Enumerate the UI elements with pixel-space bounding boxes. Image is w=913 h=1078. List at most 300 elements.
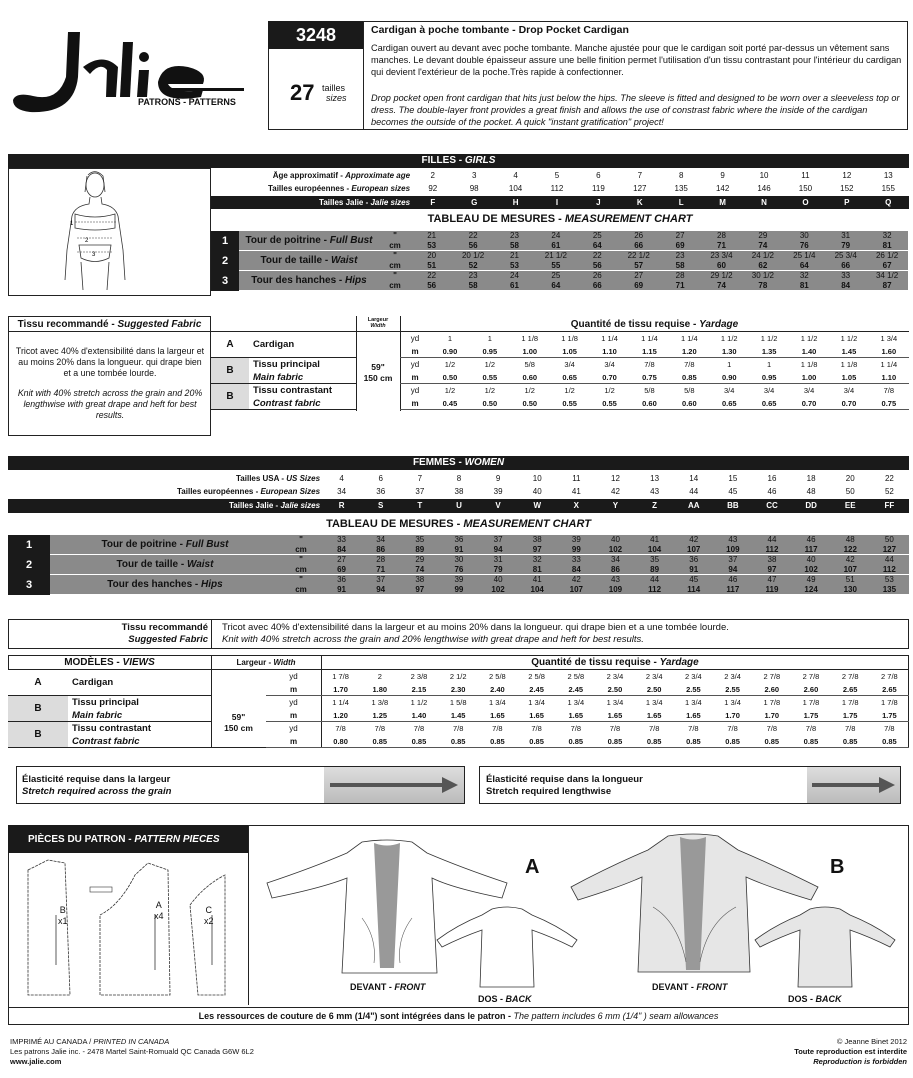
- measurement-inch-cell: 29: [758, 231, 768, 240]
- unit-inch: ": [299, 575, 303, 584]
- measurement-cm-cell: 64: [799, 261, 809, 270]
- measurement-inch-cell: 25: [551, 271, 561, 280]
- women-bar: FEMMES - WOMEN: [8, 456, 909, 470]
- yardage-yd-cell: 7/8: [883, 386, 895, 395]
- unit-yd: yd: [410, 360, 420, 369]
- yardage-yd-cell: 1 1/4: [601, 334, 618, 343]
- measurement-inch-cell: 46: [728, 575, 738, 584]
- yardage-m-cell: 2.55: [725, 685, 740, 694]
- yardage-m-cell: 0.65: [562, 373, 577, 382]
- yardage-yd-cell: 1: [447, 334, 453, 343]
- yardage-yd-cell: 1: [487, 334, 492, 343]
- view-b-back-drawing: [750, 905, 900, 990]
- measurement-inch-cell: 45: [689, 575, 699, 584]
- measurement-inch-cell: 25 1/4: [793, 251, 816, 260]
- measurement-inch-cell: 36: [337, 575, 347, 584]
- yardage-yd-cell: 1 1/4: [680, 334, 698, 343]
- yardage-m-cell: 1.75: [803, 711, 819, 720]
- view-b-front-label: DEVANT - FRONT: [652, 982, 728, 992]
- measurement-row: [8, 575, 909, 595]
- yardage-m-cell: 0.90: [442, 347, 458, 356]
- measurement-inch-cell: 43: [611, 575, 620, 584]
- arrow-right-icon: [807, 767, 900, 803]
- measurement-inch-cell: 33: [841, 271, 851, 280]
- brand-patrons: PATRONS - PATTERNS: [138, 97, 236, 107]
- pattern-number: 3248: [268, 21, 364, 49]
- measurement-inch-cell: 37: [493, 535, 503, 544]
- measurement-inch-cell: 20 1/2: [461, 251, 485, 260]
- view-name-fr: Cardigan: [72, 677, 114, 688]
- view-name: [249, 384, 356, 410]
- yardage-m-cell: 0.95: [482, 347, 498, 356]
- measurement-inch-cell: 26: [634, 231, 644, 240]
- yardage-m-cell: 1.65: [490, 711, 505, 720]
- view-name-en: Contrast fabric: [253, 398, 321, 409]
- measurement-inch-cell: 37: [376, 575, 386, 584]
- measurement-cm-cell: 86: [376, 545, 386, 554]
- view-name: [249, 358, 356, 384]
- measurement-cm-cell: 107: [687, 545, 701, 554]
- stretch-grain-fr: Élasticité requise dans la largeur: [22, 774, 171, 785]
- measurement-cm-cell: 102: [491, 585, 505, 594]
- yardage-yd-cell: 1 1/8: [561, 334, 578, 343]
- description-en: Drop pocket open front cardigan that hits just below the hips. The sleeve is fitted and designed to be worn over a sleeveless top or dress. The double-layer front provides a great finish and allows the use of constrast fabric where the inside of the cardigan becomes the outside of the pocket. A quick "instant gratification" project!: [371, 93, 900, 127]
- yardage-yd-cell: 7/8: [766, 724, 777, 733]
- yardage-yd-cell: 1 3/4: [645, 698, 663, 707]
- measurement-cm-cell: 91: [689, 565, 699, 574]
- piece-a-label: A x4: [154, 900, 164, 921]
- yardage-yd-cell: 2 7/8: [763, 672, 781, 681]
- yardage-yd-cell: 7/8: [805, 724, 817, 733]
- yardage-m-cell: 1.65: [568, 711, 584, 720]
- measurement-cm-cell: 112: [765, 545, 779, 554]
- yardage-yd-cell: 1/2: [444, 386, 456, 395]
- yardage-yd-cell: 3/4: [763, 386, 775, 395]
- measurement-cm-cell: 89: [415, 545, 425, 554]
- yardage-m-cell: 1.65: [646, 711, 662, 720]
- measurement-label: [50, 555, 280, 575]
- measurement-cm-cell: 64: [592, 241, 602, 250]
- yardage-yd-cell: 2 1/2: [449, 672, 467, 681]
- measurement-cm-cell: 76: [799, 241, 809, 250]
- yardage-m-cell: 0.50: [442, 373, 458, 382]
- yardage-m-cell: 0.50: [522, 399, 538, 408]
- measurement-label-fr: Tour de poitrine -: [101, 539, 186, 550]
- stretch-grain-en: Stretch required across the grain: [22, 786, 172, 797]
- girls-fabric-text-en: Knit with 40% stretch across the grain and 20% lengthwise with great drape and heft for best results.: [17, 388, 203, 420]
- measurement-cm-cell: 79: [841, 241, 851, 250]
- yardage-m-cell: 1.10: [881, 373, 897, 382]
- girls-bar-fr: FILLES -: [421, 155, 465, 166]
- measurement-cm-cell: 104: [530, 585, 544, 594]
- measurement-inch-cell: 39: [571, 535, 581, 544]
- measurement-cm-cell: 87: [882, 281, 892, 290]
- view-name: [68, 696, 211, 722]
- unit-m: m: [411, 399, 419, 408]
- yardage-yd-cell: 7/8: [413, 724, 425, 733]
- footer-repro-fr: Toute reproduction est interdite: [794, 1047, 907, 1056]
- view-name-en: Contrast fabric: [72, 736, 140, 747]
- measurement-cm-cell: 60: [717, 261, 726, 270]
- measurement-cm-cell: 122: [843, 545, 857, 554]
- svg-text:2: 2: [85, 238, 89, 244]
- yardage-m-cell: 1.60: [881, 347, 897, 356]
- yardage-m-cell: 0.50: [482, 399, 498, 408]
- measurement-cm-cell: 58: [675, 261, 685, 270]
- measurement-cm-cell: 94: [728, 565, 738, 574]
- measurement-label-fr: Tour de poitrine -: [245, 235, 330, 246]
- view-letter: A: [8, 670, 68, 696]
- footer-address: Les patrons Jalie inc. - 2478 Martel Saint-Romuald QC Canada G6W 6L2: [10, 1047, 254, 1056]
- yardage-m-cell: 0.85: [490, 737, 505, 746]
- yardage-m-cell: 0.65: [721, 399, 737, 408]
- measurement-inch-cell: 49: [806, 575, 816, 584]
- yardage-m-cell: 0.70: [841, 399, 857, 408]
- measurement-cm-cell: 109: [608, 585, 623, 594]
- measurement-inch-cell: 48: [845, 535, 855, 544]
- measurement-cm-cell: 58: [468, 281, 478, 290]
- measurement-inch-cell: 28: [675, 271, 685, 280]
- sizes-en: sizes: [326, 93, 347, 103]
- women-views-title: MODÈLES - VIEWS: [64, 657, 155, 668]
- measurement-cm-cell: 62: [758, 261, 768, 270]
- measurement-label: [50, 535, 280, 555]
- yardage-m-cell: 0.90: [721, 373, 737, 382]
- yardage-yd-cell: 1 1/8: [800, 360, 818, 369]
- yardage-m-cell: 0.85: [803, 737, 819, 746]
- yardage-m-cell: 1.45: [450, 711, 466, 720]
- yardage-yd-cell: 1 7/8: [841, 698, 859, 707]
- measurement-cm-cell: 97: [532, 545, 542, 554]
- yardage-m-cell: 1.75: [882, 711, 897, 720]
- girls-fabric-text-fr: Tricot avec 40% d'extensibilité dans la largeur et au moins 20% dans la longueur. qui drape bien et a une tombée lourde.: [15, 346, 205, 378]
- yardage-m-cell: 1.65: [529, 711, 544, 720]
- measurement-inch-cell: 41: [532, 575, 542, 584]
- measurement-inch-cell: 31: [493, 555, 503, 564]
- measurement-inch-cell: 28: [717, 231, 726, 240]
- yardage-m-cell: 2.30: [450, 685, 466, 694]
- measurement-label-en: Hips: [201, 579, 223, 590]
- piece-c-label: C x2: [204, 905, 214, 926]
- measurement-inch-cell: 44: [884, 555, 894, 564]
- measurement-cm-cell: 94: [376, 585, 386, 594]
- measurement-num: 3: [8, 575, 50, 595]
- yardage-m-cell: 0.55: [602, 399, 617, 408]
- measurement-label-en: Waist: [186, 559, 214, 570]
- unit-inch: ": [299, 535, 303, 544]
- stretch-length-fr: Élasticité requise dans la longueur: [486, 774, 643, 785]
- view-letter: B: [211, 358, 249, 384]
- yardage-m-cell: 0.85: [682, 373, 697, 382]
- footer-copyright: © Jeanne Binet 2012: [836, 1037, 907, 1046]
- yardage-m-cell: 1.70: [333, 685, 348, 694]
- measurement-cm-cell: 81: [882, 241, 892, 250]
- yardage-m-cell: 1.40: [411, 711, 427, 720]
- measurement-row: [8, 535, 909, 555]
- yardage-yd-cell: 2 5/8: [489, 672, 506, 681]
- footer-web-link[interactable]: www.jalie.com: [10, 1057, 62, 1066]
- measurement-inch-cell: 40: [493, 575, 503, 584]
- yardage-yd-cell: 2 5/8: [528, 672, 545, 681]
- unit-cm: cm: [295, 585, 307, 594]
- view-name-fr: Tissu principal: [72, 697, 139, 708]
- yardage-yd-cell: 1 5/8: [449, 698, 467, 707]
- measurement-cm-cell: 74: [717, 281, 726, 290]
- yardage-yd-cell: 7/8: [684, 360, 695, 369]
- measurement-inch-cell: 27: [634, 271, 644, 280]
- yardage-yd-cell: 1 3/8: [371, 698, 389, 707]
- measurement-inch-cell: 23: [675, 251, 685, 260]
- pieces-title: PIÈCES DU PATRON - PATTERN PIECES: [28, 834, 220, 845]
- girls-age-label: Âge approximatif - Approximate age: [272, 171, 411, 180]
- women-yardage-title: Quantité de tissu requise - Yardage: [531, 657, 699, 668]
- girls-fabric-title: Tissu recommandé - Suggested Fabric: [17, 319, 202, 330]
- measurement-label: [239, 271, 379, 291]
- yardage-yd-cell: 2 7/8: [802, 672, 820, 681]
- measurement-cm-cell: 57: [634, 261, 644, 270]
- unit-m: m: [411, 373, 419, 382]
- yardage-yd-cell: 1 7/8: [332, 672, 349, 681]
- yardage-yd-cell: 7/8: [531, 724, 542, 733]
- measurement-inch-cell: 38: [532, 535, 542, 544]
- yardage-yd-cell: 1/2: [564, 386, 575, 395]
- measurement-inch-cell: 23: [468, 271, 478, 280]
- yardage-m-cell: 1.80: [372, 685, 388, 694]
- yardage-m-cell: 0.95: [761, 373, 777, 382]
- yardage-yd-cell: 2 5/8: [567, 672, 585, 681]
- yardage-m-cell: 2.45: [568, 685, 584, 694]
- measurement-cm-cell: 84: [337, 545, 347, 554]
- measurement-inch-cell: 38: [767, 555, 777, 564]
- measurement-label-en: Hips: [345, 275, 367, 286]
- yardage-m-cell: 0.55: [482, 373, 498, 382]
- measurement-cm-cell: 61: [510, 281, 519, 290]
- unit-yd: yd: [289, 724, 298, 733]
- yardage-m-cell: 1.05: [841, 373, 857, 382]
- yardage-m-cell: 2.60: [764, 685, 780, 694]
- yardage-m-cell: 0.75: [642, 373, 657, 382]
- measurement-cm-cell: 117: [804, 545, 818, 554]
- yardage-m-cell: 0.85: [882, 737, 897, 746]
- yardage-m-cell: 2.55: [686, 685, 701, 694]
- women-fabric-text-en: Knit with 40% stretch across the grain and 20% lengthwise with great drape and heft for best results.: [222, 634, 644, 645]
- measurement-cm-cell: 91: [454, 545, 464, 554]
- yardage-m-cell: 1.70: [764, 711, 780, 720]
- seam-allowance-note: Les ressources de couture de 6 mm (1/4") sont intégrées dans le patron - The pattern includes 6 mm (1/4" ) seam allowances: [198, 1011, 719, 1021]
- measurement-cm-cell: 135: [882, 585, 897, 594]
- yardage-m-cell: 0.80: [333, 737, 348, 746]
- measurement-cm-cell: 58: [510, 241, 519, 250]
- measurement-inch-cell: 36: [689, 555, 699, 564]
- yardage-m-cell: 0.85: [568, 737, 584, 746]
- yardage-yd-cell: 7/8: [727, 724, 738, 733]
- measurement-inch-cell: 22 1/2: [627, 251, 650, 260]
- yardage-m-cell: 1.35: [761, 347, 777, 356]
- yardage-m-cell: 0.45: [442, 399, 458, 408]
- yardage-m-cell: 0.85: [764, 737, 780, 746]
- measurement-cm-cell: 69: [675, 241, 685, 250]
- measurement-inch-cell: 51: [845, 575, 855, 584]
- yardage-yd-cell: 1 3/4: [880, 334, 898, 343]
- measurement-label-fr: Tour des hanches -: [251, 275, 346, 286]
- measurement-inch-cell: 38: [415, 575, 425, 584]
- measurement-cm-cell: 67: [882, 261, 892, 270]
- measurement-cm-cell: 53: [510, 261, 519, 270]
- measurement-inch-cell: 22: [468, 231, 478, 240]
- yardage-m-cell: 0.85: [607, 737, 623, 746]
- measurement-cm-cell: 89: [650, 565, 660, 574]
- measurement-inch-cell: 20: [427, 251, 437, 260]
- women-size-table: Tailles USA - US Sizes 4 6 7 8 9 10 11 12 13 14 15 16 18 20 22 Tailles européennes - European Sizes 34 36 37 38 39 40 41 42 43 44 45 46 48 50 52 Tailles Jalie - Jalie sizes R S T U V W X Y Z AA BB CC DD EE FF: [8, 472, 909, 513]
- yardage-m-cell: 0.60: [682, 399, 697, 408]
- measurement-inch-cell: 23: [510, 231, 519, 240]
- measurement-num: 1: [211, 231, 239, 251]
- measurement-inch-cell: 35: [650, 555, 660, 564]
- yardage-yd-cell: 1 3/4: [685, 698, 702, 707]
- view-name-en: Main fabric: [72, 710, 123, 721]
- yardage-yd-cell: 7/8: [335, 724, 346, 733]
- measurement-cm-cell: 117: [726, 585, 740, 594]
- yardage-m-cell: 1.75: [842, 711, 858, 720]
- yardage-m-cell: 1.25: [372, 711, 388, 720]
- girls-bar: [8, 154, 909, 168]
- unit-yd: yd: [410, 334, 420, 343]
- measurement-inch-cell: 25 3/4: [834, 251, 857, 260]
- yardage-m-cell: 2.45: [529, 685, 544, 694]
- view-a-back-label: DOS - BACK: [478, 994, 532, 1004]
- measurement-inch-cell: 22: [592, 251, 602, 260]
- yardage-m-cell: 1.20: [333, 711, 348, 720]
- measurement-inch-cell: 36: [454, 535, 464, 544]
- measurement-inch-cell: 33: [337, 535, 347, 544]
- measurement-cm-cell: 79: [493, 565, 503, 574]
- measurement-inch-cell: 30: [454, 555, 464, 564]
- yardage-m-cell: 1.15: [642, 347, 657, 356]
- yardage-yd-cell: 3/4: [843, 386, 855, 395]
- view-letter: B: [8, 696, 68, 722]
- measurement-cm-cell: 109: [726, 545, 740, 554]
- yardage-m-cell: 0.70: [602, 373, 617, 382]
- view-letter: A: [211, 332, 249, 358]
- yardage-yd-cell: 2: [377, 672, 382, 681]
- yardage-m-cell: 1.70: [725, 711, 740, 720]
- measurement-inch-cell: 46: [806, 535, 816, 544]
- unit-cm: cm: [389, 281, 401, 290]
- yardage-yd-cell: 1 1/4: [880, 360, 898, 369]
- yardage-m-cell: 0.85: [450, 737, 466, 746]
- measurement-cm-cell: 107: [569, 585, 583, 594]
- measurement-inch-cell: 26: [592, 271, 602, 280]
- measurement-cm-cell: 66: [841, 261, 851, 270]
- measurement-inch-cell: 21: [510, 251, 519, 260]
- measurement-cm-cell: 56: [427, 281, 437, 290]
- view-name-fr: Cardigan: [253, 339, 295, 350]
- women-euro-label: Tailles européennes - European Sizes: [177, 487, 321, 496]
- yardage-m-cell: 0.85: [646, 737, 662, 746]
- measurement-inch-cell: 39: [454, 575, 464, 584]
- unit-inch: ": [393, 271, 397, 280]
- yardage-m-cell: 0.85: [372, 737, 388, 746]
- measurement-inch-cell: 32: [882, 231, 892, 240]
- view-letter: B: [211, 384, 249, 410]
- measurement-inch-cell: 43: [728, 535, 738, 544]
- measurement-num: 2: [211, 251, 239, 271]
- measurement-inch-cell: 34: [611, 555, 620, 564]
- yardage-yd-cell: 5/8: [644, 386, 655, 395]
- yardage-m-cell: 2.40: [490, 685, 505, 694]
- unit-m: m: [411, 347, 419, 356]
- yardage-yd-cell: 5/8: [524, 360, 535, 369]
- girls-bar-en: GIRLS: [464, 155, 496, 166]
- yardage-yd-cell: 1 3/4: [528, 698, 545, 707]
- view-name-en: Main fabric: [253, 372, 304, 383]
- measurement-inch-cell: 44: [650, 575, 660, 584]
- yardage-m-cell: 1.65: [607, 711, 623, 720]
- measurement-inch-cell: 44: [767, 535, 777, 544]
- measurement-inch-cell: 27: [675, 231, 685, 240]
- measurement-cm-cell: 94: [493, 545, 503, 554]
- measurement-num: 3: [211, 271, 239, 291]
- unit-inch: ": [393, 251, 397, 260]
- yardage-m-cell: 0.85: [842, 737, 858, 746]
- yardage-m-cell: 0.60: [642, 399, 657, 408]
- view-name-fr: Tissu principal: [253, 359, 320, 370]
- yardage-yd-cell: 3/4: [724, 386, 735, 395]
- view-name: [68, 722, 211, 748]
- sizes-count: 27: [290, 80, 315, 105]
- yardage-m-cell: 1.05: [562, 347, 577, 356]
- girls-yardage-title: Quantité de tissu requise - Yardage: [570, 319, 739, 330]
- yardage-yd-cell: 7/8: [688, 724, 699, 733]
- pattern-pieces-drawing: [20, 855, 245, 1005]
- measurement-cm-cell: 53: [427, 241, 437, 250]
- sizes-fr: tailles: [322, 83, 346, 93]
- yardage-yd-cell: 7/8: [844, 724, 856, 733]
- yardage-yd-cell: 1 1/2: [720, 334, 738, 343]
- measurement-label-fr: Tour des hanches -: [107, 579, 202, 590]
- measurement-inch-cell: 23 3/4: [710, 251, 733, 260]
- stretch-length-en: Stretch required lengthwise: [486, 786, 612, 797]
- measurement-inch-cell: 26 1/2: [875, 251, 899, 260]
- measurement-cm-cell: 107: [843, 565, 857, 574]
- yardage-yd-cell: 1/2: [444, 360, 456, 369]
- measurement-label-fr: Tour de taille -: [260, 255, 331, 266]
- measurement-cm-cell: 71: [675, 281, 685, 290]
- girls-jalie-label: Tailles Jalie - Jalie sizes: [319, 197, 411, 207]
- women-width-value: 59" 150 cm: [224, 712, 253, 733]
- measurement-inch-cell: 30: [799, 231, 809, 240]
- measurement-label-en: Full Bust: [185, 539, 229, 550]
- unit-yd: yd: [289, 698, 298, 707]
- measurement-cm-cell: 55: [551, 261, 561, 270]
- yardage-yd-cell: 7/8: [609, 724, 621, 733]
- measurement-cm-cell: 74: [415, 565, 425, 574]
- yardage-yd-cell: 1: [727, 360, 732, 369]
- measurement-inch-cell: 32: [532, 555, 542, 564]
- yardage-yd-cell: 1 1/2: [800, 334, 818, 343]
- yardage-m-cell: 2.65: [842, 685, 858, 694]
- measurement-cm-cell: 84: [841, 281, 851, 290]
- yardage-yd-cell: 1/2: [604, 386, 615, 395]
- unit-cm: cm: [295, 545, 307, 554]
- yardage-m-cell: 0.85: [725, 737, 740, 746]
- girls-body-figure: [55, 170, 165, 294]
- measurement-cm-cell: 69: [337, 565, 347, 574]
- measurement-inch-cell: 29 1/2: [710, 271, 733, 280]
- yardage-yd-cell: 2 3/4: [645, 672, 663, 681]
- yardage-yd-cell: 3/4: [564, 360, 575, 369]
- unit-inch: ": [299, 555, 303, 564]
